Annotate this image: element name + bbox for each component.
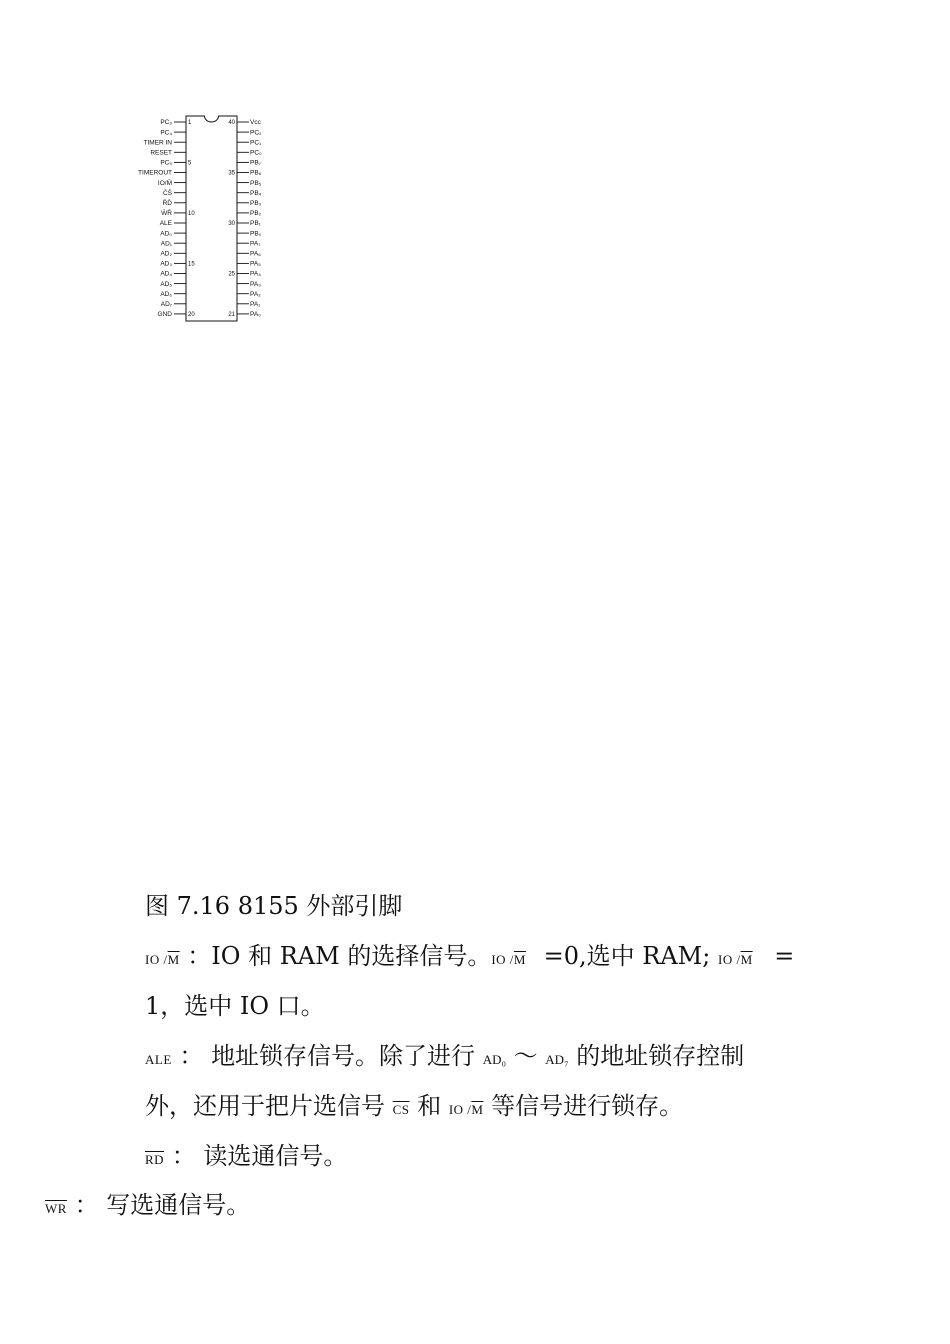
figure-caption: 图 7.16 8155 外部引脚 bbox=[145, 892, 403, 920]
right-pin-label: PC₂ bbox=[250, 129, 262, 137]
ale-description: ALE ： 地址锁存信号。除了进行 AD₀ ～ AD₇ 的地址锁存控制 bbox=[145, 1042, 745, 1070]
right-pin-label: PA₀ bbox=[250, 311, 261, 319]
right-pin-number: 30 bbox=[228, 221, 235, 228]
wr-description: $\overline{WR}$ ： 写选通信号。 bbox=[45, 1191, 251, 1219]
left-pin-label: AD₇ bbox=[160, 301, 172, 308]
left-pin-label: R̄D̄ bbox=[162, 200, 172, 207]
left-pin-label: PC₄ bbox=[160, 129, 172, 137]
left-pin-label: C̄S̄ bbox=[162, 189, 172, 197]
left-pin-label: ALE bbox=[159, 220, 172, 228]
pinout-diagram bbox=[138, 112, 278, 327]
left-pin-label: W̄R̄ bbox=[161, 210, 172, 218]
left-pin-label: AD₂ bbox=[160, 250, 172, 258]
iom-description-cont: 1，选中 IO 口。 bbox=[145, 992, 325, 1020]
right-pin-number: 35 bbox=[228, 170, 235, 177]
iom-signal: IO $/\overline{M}$ bbox=[145, 952, 180, 967]
left-pin-label: GND bbox=[157, 311, 172, 319]
left-pin-number: 20 bbox=[188, 312, 195, 319]
cs-signal: $\overline{CS}$ bbox=[392, 1102, 410, 1117]
chip-body bbox=[186, 116, 237, 321]
left-pin-number: 10 bbox=[188, 211, 195, 218]
left-pin-label: AD₄ bbox=[160, 270, 172, 278]
iom-description: IO $/\overline{M}$ ：IO 和 RAM 的选择信号。IO $/\overline{M} =0$,选中 RAM; IO $/\overline{M}$ = bbox=[145, 942, 795, 970]
left-pin-label: AD₁ bbox=[160, 240, 172, 248]
right-pin-label: PA₄ bbox=[250, 270, 261, 278]
ale-description-cont: 外，还用于把片选信号 $\overline{CS}$ 和 IO $/\overline{M}$ 等信号进行锁存。 bbox=[145, 1092, 684, 1120]
right-pin-label: PC₁ bbox=[250, 139, 262, 147]
right-pin-label: PB₁ bbox=[250, 220, 261, 228]
rd-signal: $\overline{RD}$ bbox=[145, 1152, 165, 1167]
right-pin-label: PB₅ bbox=[250, 179, 262, 187]
left-pin-label: PC₅ bbox=[160, 159, 172, 167]
right-pin-label: PA₂ bbox=[250, 290, 261, 298]
ale-signal: ALE bbox=[145, 1052, 172, 1067]
left-pin-number: 1 bbox=[188, 120, 192, 127]
left-pin-label: PC₃ bbox=[160, 119, 172, 127]
right-pin-number: 21 bbox=[228, 312, 235, 319]
right-pin-label: PA₅ bbox=[250, 260, 261, 268]
right-pin-label: PC₀ bbox=[250, 149, 262, 157]
right-pin-label: PA₃ bbox=[250, 280, 261, 288]
left-pin-label: TIMEROUT bbox=[138, 169, 172, 177]
right-pin-label: PA₁ bbox=[250, 301, 261, 308]
right-pin-label: PB₃ bbox=[250, 200, 262, 207]
left-pin-label: RESET bbox=[150, 149, 172, 157]
left-pin-number: 5 bbox=[188, 160, 192, 167]
left-pin-label: IO/M̄ bbox=[157, 179, 172, 187]
right-pin-label: PB₆ bbox=[250, 169, 262, 177]
right-pin-label: PA₆ bbox=[250, 250, 261, 258]
right-pin-number: 25 bbox=[228, 271, 235, 278]
left-pin-label: AD₃ bbox=[160, 260, 172, 268]
right-pin-label: PB₇ bbox=[250, 159, 261, 167]
right-pin-label: PA₇ bbox=[250, 240, 261, 248]
left-pin-label: AD₅ bbox=[160, 280, 172, 288]
left-pin-label: AD₀ bbox=[160, 230, 172, 238]
right-pin-number: 40 bbox=[228, 120, 235, 127]
left-pin-label: AD₆ bbox=[160, 290, 172, 298]
right-pin-label: PB₂ bbox=[250, 210, 262, 218]
wr-signal: $\overline{WR}$ bbox=[45, 1201, 67, 1216]
left-pin-label: TIMER IN bbox=[143, 139, 172, 147]
rd-description: $\overline{RD}$ ： 读选通信号。 bbox=[145, 1142, 348, 1170]
right-pin-label: PB₄ bbox=[250, 189, 262, 197]
right-pin-label: Vcc bbox=[250, 119, 261, 127]
left-pin-number: 15 bbox=[188, 261, 195, 268]
right-pin-label: PB₀ bbox=[250, 230, 262, 238]
